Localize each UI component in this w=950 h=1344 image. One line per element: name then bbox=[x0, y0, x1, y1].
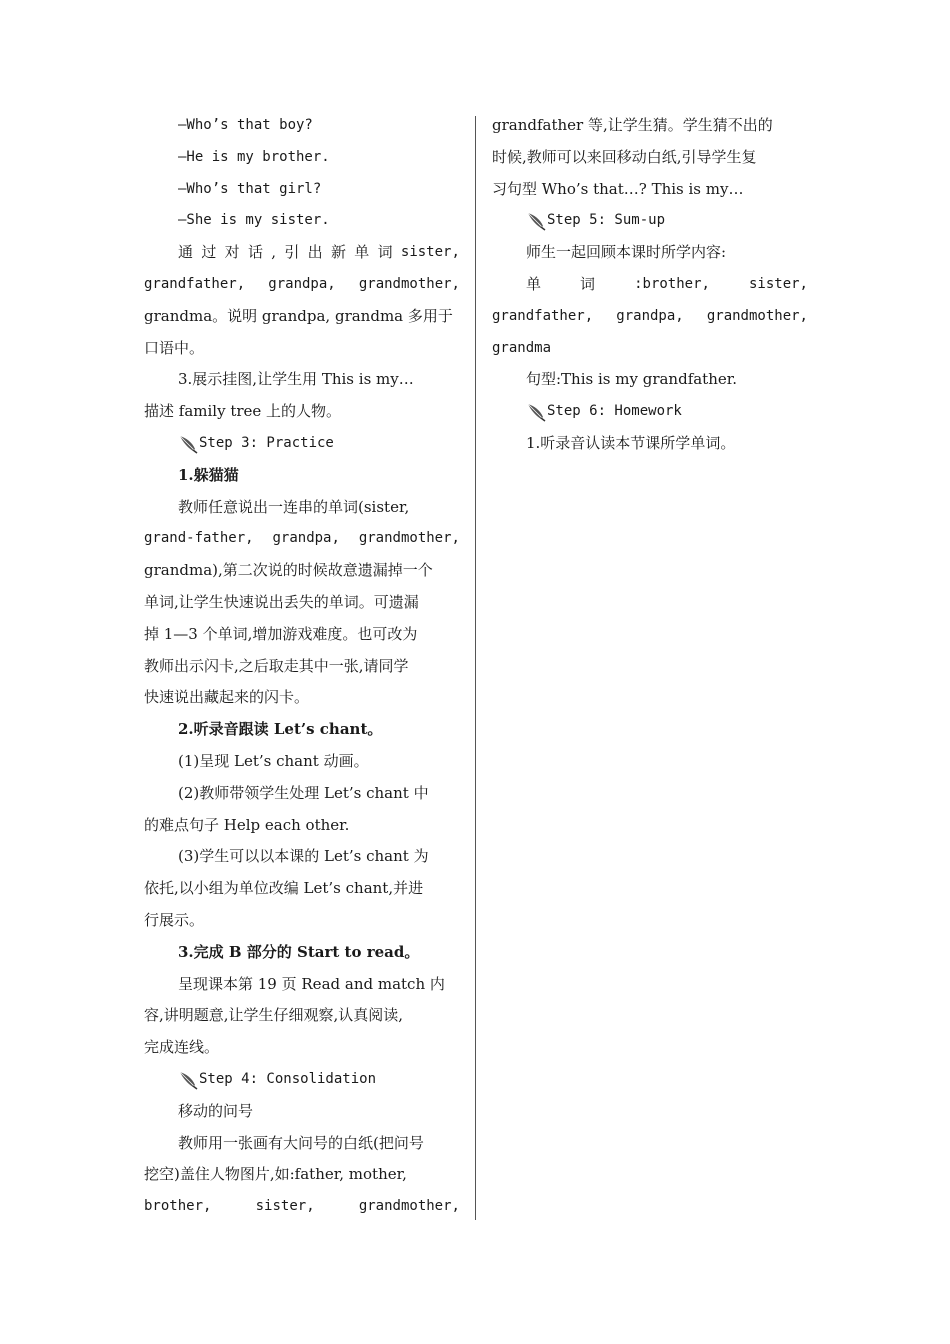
step-3-label: Step 3: Practice bbox=[199, 434, 334, 451]
question-game-line-1: 教师用一张画有大问号的白纸(把问号 bbox=[178, 1133, 424, 1152]
step-6-heading bbox=[492, 396, 808, 428]
chant-item-3-line-3: 行展示。 bbox=[144, 910, 205, 929]
intro-line-1 bbox=[144, 237, 460, 269]
word: grandmother, bbox=[358, 1198, 460, 1215]
word: 引 bbox=[284, 243, 300, 262]
dialog-line: —Who’s that girl? bbox=[178, 180, 322, 197]
paragraph-3-line-1: 3.展示挂图,让学生用 This is my… bbox=[178, 370, 414, 389]
words-line-3: grandma bbox=[492, 339, 552, 356]
word: 对 bbox=[224, 243, 240, 262]
word: grandmother, bbox=[706, 307, 808, 324]
dialog-line: —She is my sister. bbox=[178, 212, 330, 229]
game-1-line-5: 掉 1—3 个单词,增加游戏难度。也可改为 bbox=[144, 624, 418, 643]
word: grandfather, bbox=[144, 275, 246, 292]
word: grandmother, bbox=[358, 275, 460, 292]
word: sister, bbox=[400, 244, 460, 261]
read-line-1: 呈现课本第 19 页 Read and match 内 bbox=[178, 974, 445, 993]
word: grand-father, bbox=[144, 530, 254, 547]
word: grandmother, bbox=[358, 530, 460, 547]
word: :brother, bbox=[634, 275, 710, 292]
chant-item-2-line-1: (2)教师带领学生处理 Let’s chant 中 bbox=[178, 783, 429, 802]
game-1-line-6: 教师出示闪卡,之后取走其中一张,请同学 bbox=[144, 656, 409, 675]
right-column bbox=[492, 110, 808, 460]
word: 过 bbox=[201, 243, 217, 262]
word: grandfather, bbox=[492, 307, 594, 324]
word: 单 bbox=[526, 274, 542, 293]
homework-item-1: 1.听录音认读本节课所学单词。 bbox=[526, 433, 736, 452]
game-1-line-3: grandma),第二次说的时候故意遗漏掉一个 bbox=[144, 561, 433, 580]
sentence-pattern: 句型:This is my grandfather. bbox=[526, 370, 738, 389]
read-line-3: 完成连线。 bbox=[144, 1038, 220, 1057]
chant-item-3-line-1: (3)学生可以以本课的 Let’s chant 为 bbox=[178, 847, 429, 866]
intro-line-4: 口语中。 bbox=[144, 338, 205, 357]
words-line-2 bbox=[492, 301, 808, 333]
dialog-line: —He is my brother. bbox=[178, 148, 330, 165]
step-4-heading bbox=[144, 1064, 460, 1096]
question-game-line-3 bbox=[144, 1191, 460, 1223]
game-1-title: 1.躲猫猫 bbox=[178, 465, 239, 484]
step-3-heading bbox=[144, 428, 460, 460]
column-divider bbox=[475, 116, 476, 1220]
step-5-label: Step 5: Sum-up bbox=[547, 212, 666, 229]
intro-line-3: grandma。说明 grandpa, grandma 多用于 bbox=[144, 306, 453, 325]
word: grandpa, bbox=[268, 275, 336, 292]
word: 出 bbox=[307, 243, 323, 262]
game-1-line-4: 单词,让学生快速说出丢失的单词。可遗漏 bbox=[144, 592, 419, 611]
question-game-title: 移动的问号 bbox=[178, 1101, 254, 1120]
words-line-1 bbox=[492, 269, 808, 301]
step-6-label: Step 6: Homework bbox=[547, 403, 682, 420]
step-5-heading bbox=[492, 205, 808, 237]
word: 词 bbox=[377, 243, 393, 262]
game-1-line-2 bbox=[144, 523, 460, 555]
read-title: 3.完成 B 部分的 Start to read。 bbox=[178, 942, 420, 961]
word: 通 bbox=[178, 243, 194, 262]
step-4-label: Step 4: Consolidation bbox=[199, 1070, 377, 1087]
question-game-line-5: 时候,教师可以来回移动白纸,引导学生复 bbox=[492, 147, 757, 166]
chant-title: 2.听录音跟读 Let’s chant。 bbox=[178, 720, 383, 739]
read-line-2: 容,讲明题意,让学生仔细观察,认真阅读, bbox=[144, 1006, 404, 1025]
word: 词 bbox=[580, 274, 596, 293]
word: sister, bbox=[748, 275, 808, 292]
left-column bbox=[144, 110, 460, 1223]
quill-pen-icon bbox=[178, 1070, 198, 1090]
word: grandpa, bbox=[616, 307, 684, 324]
paragraph-3-line-2: 描述 family tree 上的人物。 bbox=[144, 402, 342, 421]
question-game-line-6: 习句型 Who’s that…? This is my… bbox=[492, 179, 744, 198]
intro-line-2 bbox=[144, 269, 460, 301]
word: , bbox=[271, 243, 277, 262]
word: sister, bbox=[255, 1198, 315, 1215]
question-game-line-2: 挖空)盖住人物图片,如:father, mother, bbox=[144, 1165, 407, 1184]
chant-item-3-line-2: 依托,以小组为单位改编 Let’s chant,并进 bbox=[144, 879, 424, 898]
chant-item-2-line-2: 的难点句子 Help each other. bbox=[144, 815, 350, 834]
word: brother, bbox=[144, 1198, 212, 1215]
summary-line: 师生一起回顾本课时所学内容: bbox=[526, 243, 727, 262]
word: 新 bbox=[330, 243, 346, 262]
quill-pen-icon bbox=[178, 434, 198, 454]
chant-item-1: (1)呈现 Let’s chant 动画。 bbox=[178, 751, 369, 770]
quill-pen-icon bbox=[526, 211, 546, 231]
word: 单 bbox=[354, 243, 370, 262]
word: grandpa, bbox=[272, 530, 340, 547]
question-game-line-4: grandfather 等,让学生猜。学生猜不出的 bbox=[492, 116, 773, 134]
quill-pen-icon bbox=[526, 402, 546, 422]
game-1-line-1: 教师任意说出一连串的单词(sister, bbox=[178, 497, 410, 516]
game-1-line-7: 快速说出藏起来的闪卡。 bbox=[144, 688, 310, 707]
word: 话 bbox=[247, 243, 263, 262]
dialog-line: —Who’s that boy? bbox=[178, 117, 313, 133]
